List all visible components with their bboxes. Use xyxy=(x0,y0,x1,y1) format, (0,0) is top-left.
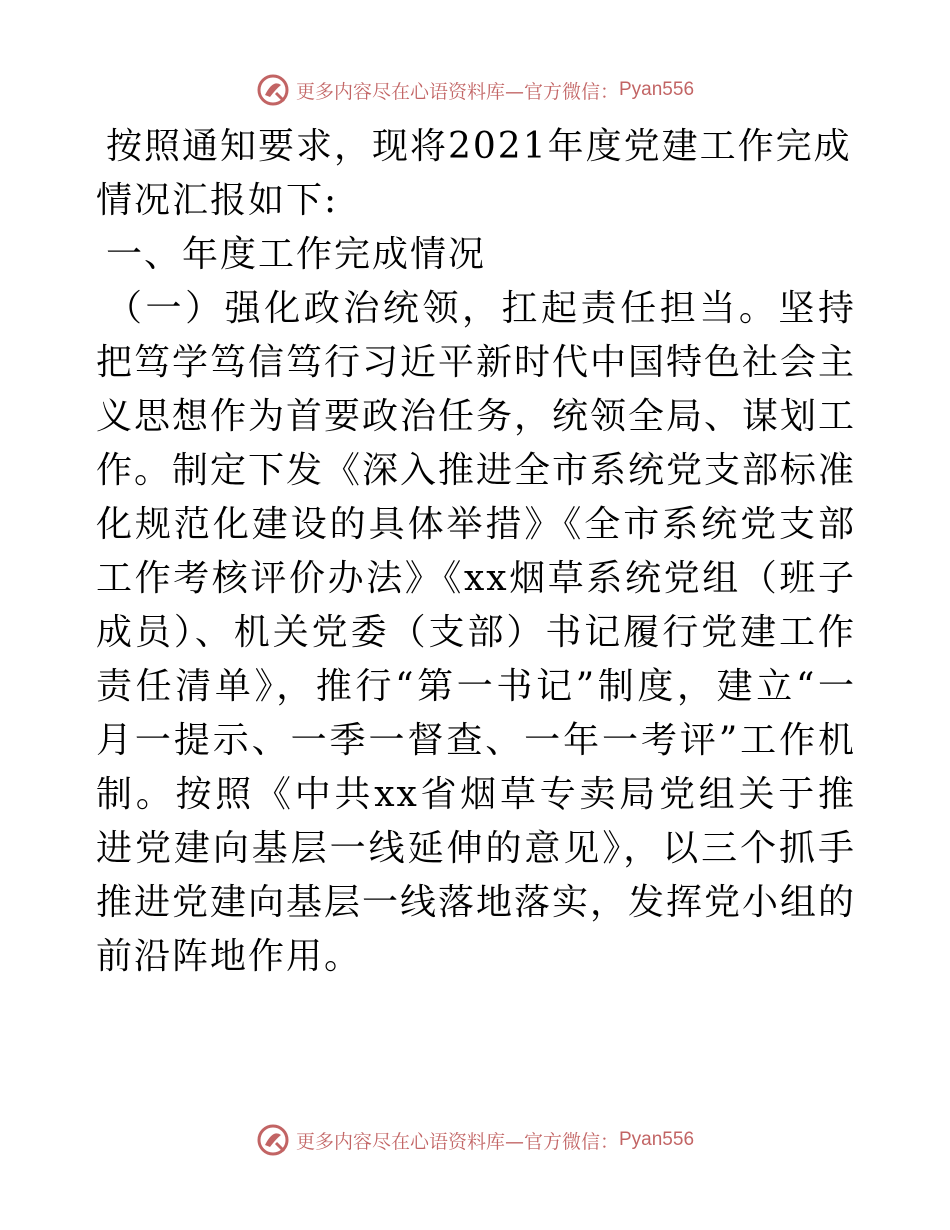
watermark-contact: Pyan556 xyxy=(619,79,695,100)
section-heading: 一、年度工作完成情况 xyxy=(106,234,487,275)
body-paragraph: （一）强化政治统领，扛起责任担当。坚持把笃学笃信笃行习近平新时代中国特色社会主义思想作为首要政治任务，统领全局、谋划工作。制定下发《深入推进全市系统党支部标准化规范化建设的具体举措》《全市系统党支部工作考核评价办法》《xx烟草系统党组（班子成员）、机关党委（支部）书记履行党建工作责任清单》，推行“第一书记”制度，建立“一月一提示、一季一督查、一年一考评”工作机制。按照《中共xx省烟草专卖局党组关于推进党建向基层一线延伸的意见》，以三个抓手推进党建向基层一线落地落实，发挥党小组的前沿阵地作用。 xyxy=(96,288,857,977)
intro-paragraph: 按照通知要求，现将2021年度党建工作完成情况汇报如下: xyxy=(96,126,852,221)
document-body xyxy=(96,120,856,984)
watermark-header xyxy=(0,70,950,110)
seal-logo-icon xyxy=(256,1123,290,1157)
seal-logo-icon xyxy=(256,73,290,107)
watermark-contact: Pyan556 xyxy=(619,1129,695,1150)
watermark-text: 更多内容尽在心语资料库—官方微信： xyxy=(295,1130,619,1153)
watermark-text: 更多内容尽在心语资料库—官方微信： xyxy=(295,80,619,103)
watermark-footer xyxy=(0,1120,950,1160)
